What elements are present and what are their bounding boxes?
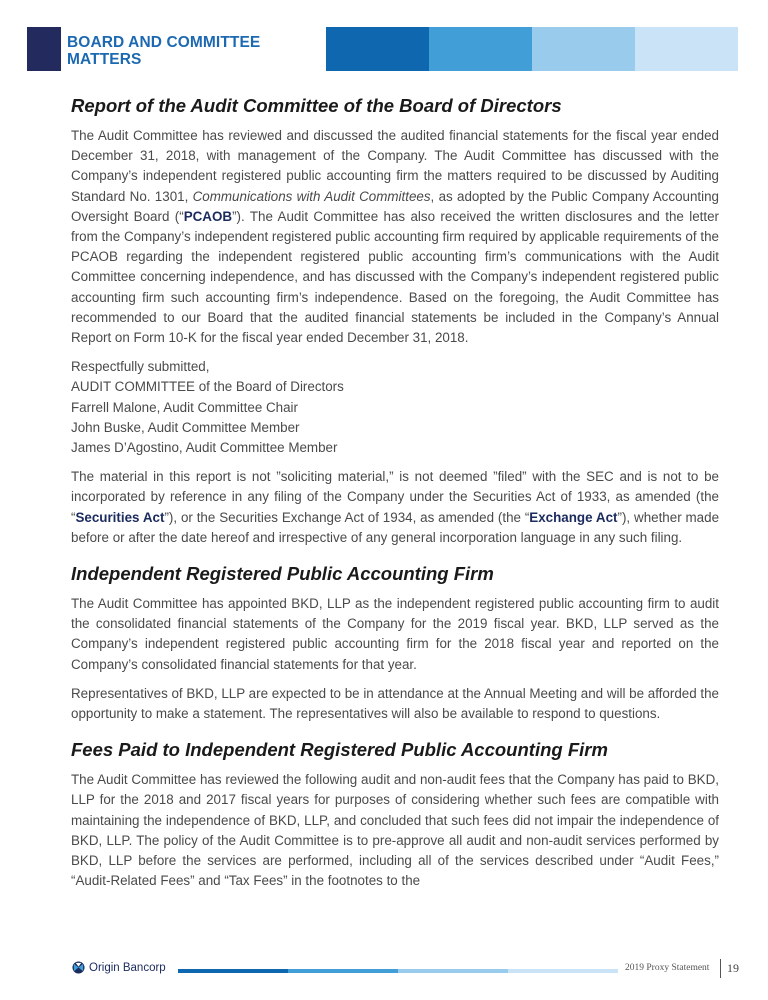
audit-report-paragraph: The Audit Committee has reviewed and discussed the audited financial statements for the fiscal year ended December 31, 2018, with management of the Company. The Audit Committee has discussed with the Company’s independent registered public accounting firm the matters required to be discussed by Auditing Standard No. 1301, Communications with Audit Committees, as adopted by the Public Company Accounting Oversight Board (“PCAOB”). The Audit Committee has also received the written disclosures and the letter from the Company’s independent registered public accounting firm required by applicable requirements of the PCAOB regarding the independent registered public accounting firm’s communications with the Audit Committee concerning independence, and has discussed with the Company’s independent registered public accounting firm such accounting firm’s independence. Based on the foregoing, the Audit Committee has recommended to our Board that the audited financial statements be included in the Company’s Annual Report on Form 10-K for the fiscal year ended December 31, 2018. (71, 128, 720, 346)
defined-term-exchange-act: Exchange Act (529, 509, 618, 525)
section-title-line2: MATTERS (67, 51, 142, 68)
footer-bar-3 (398, 969, 508, 973)
signature-line: Farrell Malone, Audit Committee Chair (71, 399, 298, 415)
footer-bar-4 (508, 969, 618, 973)
footer-bar-2 (288, 969, 398, 973)
company-logo (72, 961, 166, 974)
document-title: 2019 Proxy Statement (625, 963, 710, 973)
signature-line: James D’Agostino, Audit Committee Member (71, 440, 338, 456)
signature-line: John Buske, Audit Committee Member (71, 419, 300, 435)
signature-block (71, 357, 719, 458)
signature-line: AUDIT COMMITTEE of the Board of Directors (71, 379, 344, 395)
header-bar-2 (429, 27, 532, 71)
independent-firm-paragraph-2: Representatives of BKD, LLP are expected to be in attendance at the Annual Meeting and will be afforded the opportunity to make a statement. The representatives will also be available to respond to questions. (71, 685, 719, 722)
page-number: 19 (727, 961, 739, 975)
header-color-block (27, 27, 61, 71)
signature-line: Respectfully submitted, (71, 359, 210, 375)
heading-audit-committee-report: Report of the Audit Committee of the Board of Directors (71, 95, 562, 116)
disclaimer-paragraph: The material in this report is not ”soliciting material,” is not deemed ”filed” with the SEC and is not to be incorporated by reference in any filing of the Company under the Securities Act of 1933, as amended (the “Securities Act”), or the Securities Exchange Act of 1934, as amended (the “Exchange Act”), whether made before or after the date hereof and irrespective of any general incorporation language in any such filing. (71, 469, 720, 545)
heading-fees-paid: Fees Paid to Independent Registered Public Accounting Firm (71, 739, 608, 761)
footer-bar-1 (178, 969, 288, 973)
header-bar-4 (635, 27, 738, 71)
section-title-line1: BOARD AND COMMITTEE (67, 34, 261, 51)
header-bar-1 (326, 27, 429, 71)
fees-paragraph: The Audit Committee has reviewed the following audit and non-audit fees that the Company has paid to BKD, LLP for the 2018 and 2017 fiscal years for purposes of considering whether such fees are compatible with maintaining the independence of BKD, LLP, and concluded that such fees did not impair the independence of BKD, LLP. The policy of the Audit Committee is to pre-approve all audit and non-audit services performed by BKD, LLP before the services are performed, including all of the services described under “Audit Fees,” “Audit-Related Fees” and “Tax Fees” in the footnotes to the (71, 772, 719, 889)
independent-firm-paragraph-1: The Audit Committee has appointed BKD, LLP as the independent registered public accounting firm to audit the consolidated financial statements of the Company for the 2019 fiscal year. BKD, LLP served as the Company’s independent registered public accounting firm for the 2018 fiscal year and reported on the Company’s consolidated financial statements for that year. (71, 596, 719, 672)
header-color-bars (326, 27, 738, 71)
footer-color-bars (178, 969, 618, 973)
page-content (71, 94, 719, 901)
defined-term-pcaob: PCAOB (183, 208, 233, 224)
origin-bancorp-logo-icon (72, 961, 85, 974)
logo-text: Origin Bancorp (89, 961, 166, 974)
standard-title: Communications with Audit Committees (192, 188, 431, 204)
heading-independent-firm: Independent Registered Public Accounting Firm (71, 563, 494, 585)
defined-term-securities-act: Securities Act (75, 509, 165, 525)
header-bar-3 (532, 27, 635, 71)
page-footer (72, 961, 739, 981)
section-title (67, 34, 260, 68)
footer-divider (720, 959, 721, 978)
